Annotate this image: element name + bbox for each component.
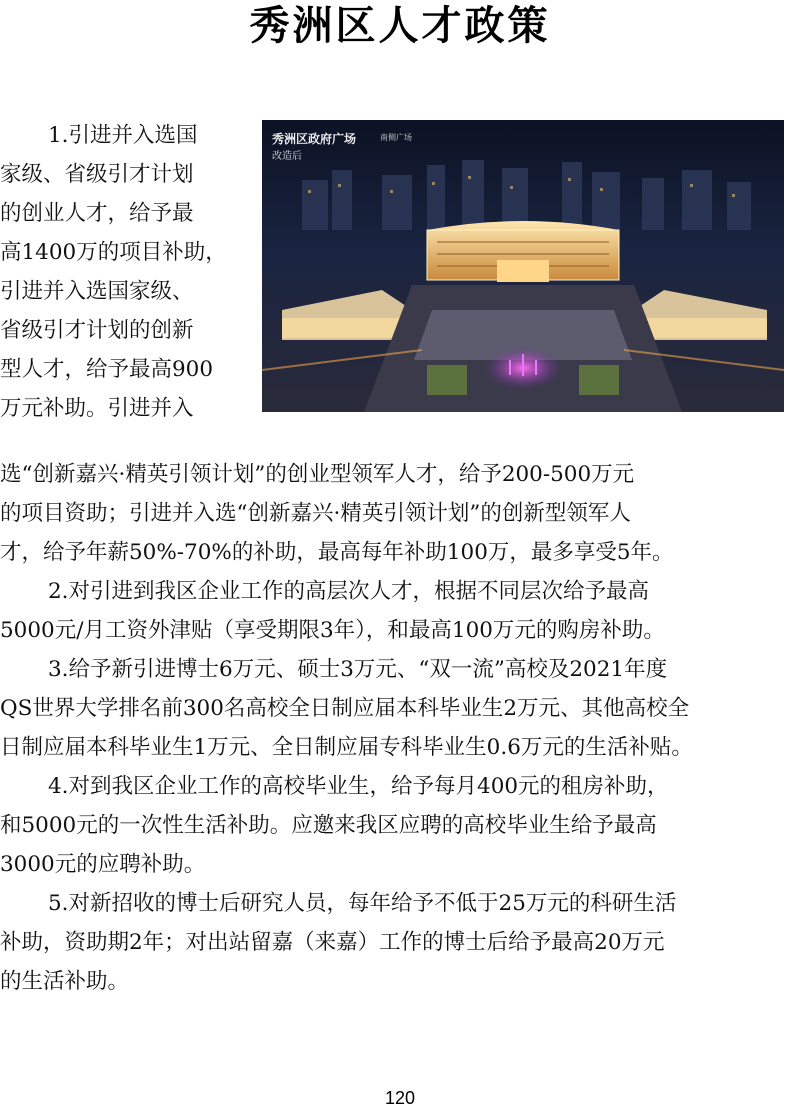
text-line: 日制应届本科毕业生1万元、全日制应届专科毕业生0.6万元的生活补贴。: [0, 735, 693, 760]
paragraph-2: [0, 572, 800, 650]
text-line: 2.对引进到我区企业工作的高层次人才，根据不同层次给予最高: [48, 579, 650, 604]
page-number: 120: [384, 1088, 416, 1108]
text-line: 型人才，给予最高900: [0, 357, 214, 382]
text-line: 的生活补助。: [0, 969, 130, 994]
paragraph-3: [0, 650, 800, 767]
text-line: 和5000元的一次性生活补助。应邀来我区应聘的高校毕业生给予最高: [0, 813, 657, 838]
paragraph-5: [0, 884, 800, 1001]
photo-caption-side: 南侧广场: [380, 133, 412, 142]
text-line: 才，给予年薪50%-70%的补助，最高每年补助100万，最多享受5年。: [0, 540, 674, 565]
paragraph-4: [0, 767, 800, 884]
text-line: 4.对到我区企业工作的高校毕业生，给予每月400元的租房补助，: [48, 774, 669, 799]
government-plaza-photo: [262, 120, 784, 412]
text-line: 5.对新招收的博士后研究人员，每年给予不低于25万元的科研生活: [48, 891, 677, 916]
text-line: 省级引才计划的创新: [0, 318, 194, 343]
text-line: 补助，资助期2年；对出站留嘉（来嘉）工作的博士后给予最高20万元: [0, 930, 665, 955]
text-line: 5000元/月工资外津贴（享受期限3年），和最高100万元的购房补助。: [0, 618, 665, 643]
text-line: 3000元的应聘补助。: [0, 852, 206, 877]
text-line: 万元补助。引进并入: [0, 396, 194, 421]
text-line: 家级、省级引才计划: [0, 162, 194, 187]
text-line: QS世界大学排名前300名高校全日制应届本科毕业生2万元、其他高校全: [0, 696, 690, 721]
text-line: 1.引进并入选国: [48, 123, 198, 148]
text-line: 引进并入选国家级、: [0, 279, 194, 304]
photo-caption: 秀洲区政府广场: [272, 132, 357, 146]
night-aerial-illustration: [262, 120, 784, 412]
paragraph-1-wrapped: [0, 116, 250, 428]
page-title: 秀洲区人才政策: [249, 2, 551, 49]
photo-caption-sub: 改造后: [272, 151, 302, 162]
text-line: 的项目资助；引进并入选“创新嘉兴·精英引领计划”的创新型领军人: [0, 501, 631, 526]
text-line: 的创业人才，给予最: [0, 201, 194, 226]
paragraph-1-continued: [0, 455, 800, 572]
text-line: 选“创新嘉兴·精英引领计划”的创业型领军人才，给予200-500万元: [0, 462, 635, 487]
text-line: 高1400万的项目补助，: [0, 240, 227, 265]
text-line: 3.给予新引进博士6万元、硕士3万元、“双一流”高校及2021年度: [48, 657, 668, 682]
